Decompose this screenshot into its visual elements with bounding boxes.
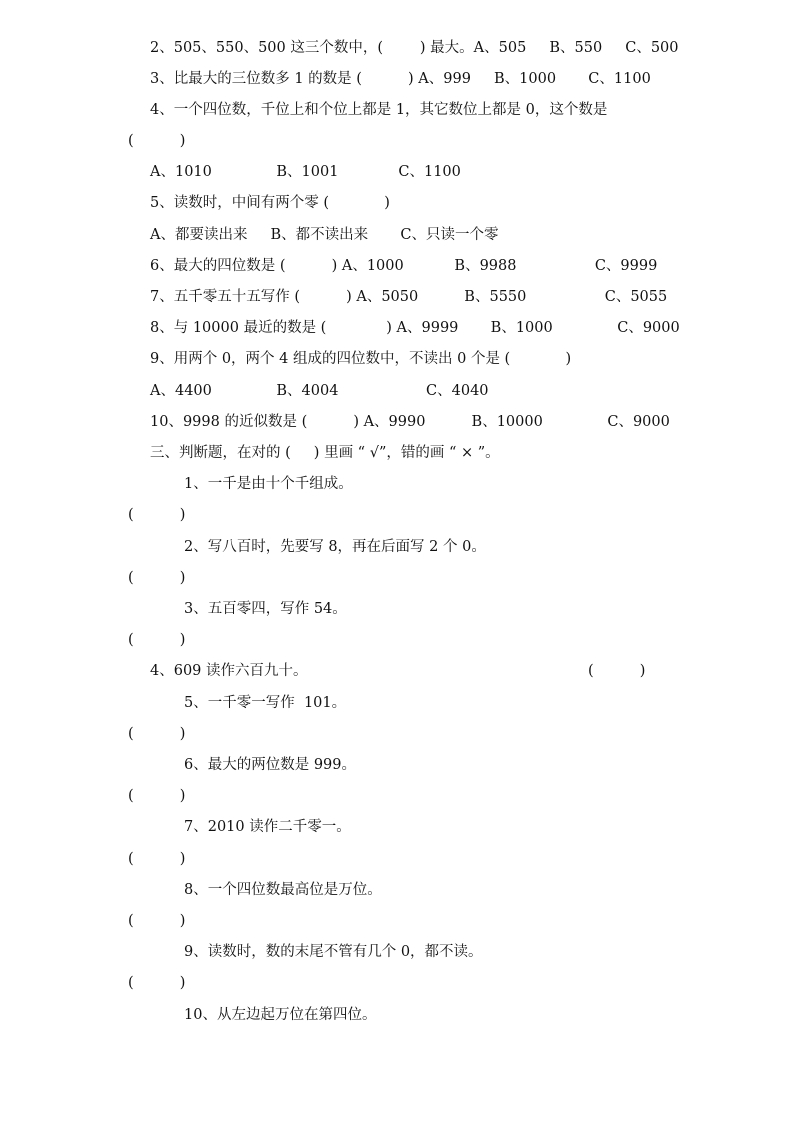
judge-q5: 5、一千零一写作 101。: [184, 695, 347, 711]
choice-q7: 7、五千零五十五写作 ( ) A、5050 B、5550 C、5055: [150, 289, 668, 305]
choice-q5: 5、读数时，中间有两个零 ( ): [150, 195, 390, 211]
choice-q5-options: A、都要读出来 B、都不读出来 C、只读一个零: [150, 227, 499, 243]
choice-q10: 10、9998 的近似数是 ( ) A、9990 B、10000 C、9000: [150, 414, 670, 430]
answer-blank: ( ): [128, 788, 186, 804]
choice-q6: 6、最大的四位数是 ( ) A、1000 B、9988 C、9999: [150, 258, 658, 274]
judge-q9: 9、读数时，数的末尾不管有几个 0，都不读。: [184, 944, 483, 960]
answer-blank: ( ): [128, 851, 186, 867]
judge-q4: 4、609 读作六百九十。: [150, 663, 308, 679]
answer-blank: ( ): [128, 913, 186, 929]
answer-blank: ( ): [128, 507, 186, 523]
choice-q2: 2、505、550、500 这三个数中，( ) 最大。A、505 B、550 C、500: [150, 40, 679, 56]
answer-blank: ( ): [588, 663, 646, 679]
choice-q8: 8、与 10000 最近的数是 ( ) A、9999 B、1000 C、9000: [150, 320, 680, 336]
judge-q8: 8、一个四位数最高位是万位。: [184, 882, 382, 898]
choice-q9: 9、用两个 0，两个 4 组成的四位数中，不读出 0 个是 ( ): [150, 351, 572, 367]
judge-q10: 10、从左边起万位在第四位。: [184, 1007, 377, 1023]
answer-blank: ( ): [128, 570, 186, 586]
answer-blank: ( ): [128, 632, 186, 648]
choice-q9-options: A、4400 B、4004 C、4040: [150, 383, 489, 399]
choice-q4: 4、一个四位数，千位上和个位上都是 1，其它数位上都是 0，这个数是: [150, 102, 608, 118]
answer-blank: ( ): [128, 975, 186, 991]
judge-q1: 1、一千是由十个千组成。: [184, 476, 353, 492]
answer-blank: ( ): [128, 133, 186, 149]
choice-q3: 3、比最大的三位数多 1 的数是 ( ) A、999 B、1000 C、1100: [150, 71, 651, 87]
choice-q4-options: A、1010 B、1001 C、1100: [150, 164, 461, 180]
answer-blank: ( ): [128, 726, 186, 742]
section-three-heading: 三、判断题，在对的 ( ) 里画 “ √”，错的画 “ × ”。: [150, 445, 500, 461]
judge-q2: 2、写八百时，先要写 8，再在后面写 2 个 0。: [184, 539, 486, 555]
judge-q3: 3、五百零四，写作 54。: [184, 601, 347, 617]
judge-q7: 7、2010 读作二千零一。: [184, 819, 351, 835]
judge-q6: 6、最大的两位数是 999。: [184, 757, 357, 773]
